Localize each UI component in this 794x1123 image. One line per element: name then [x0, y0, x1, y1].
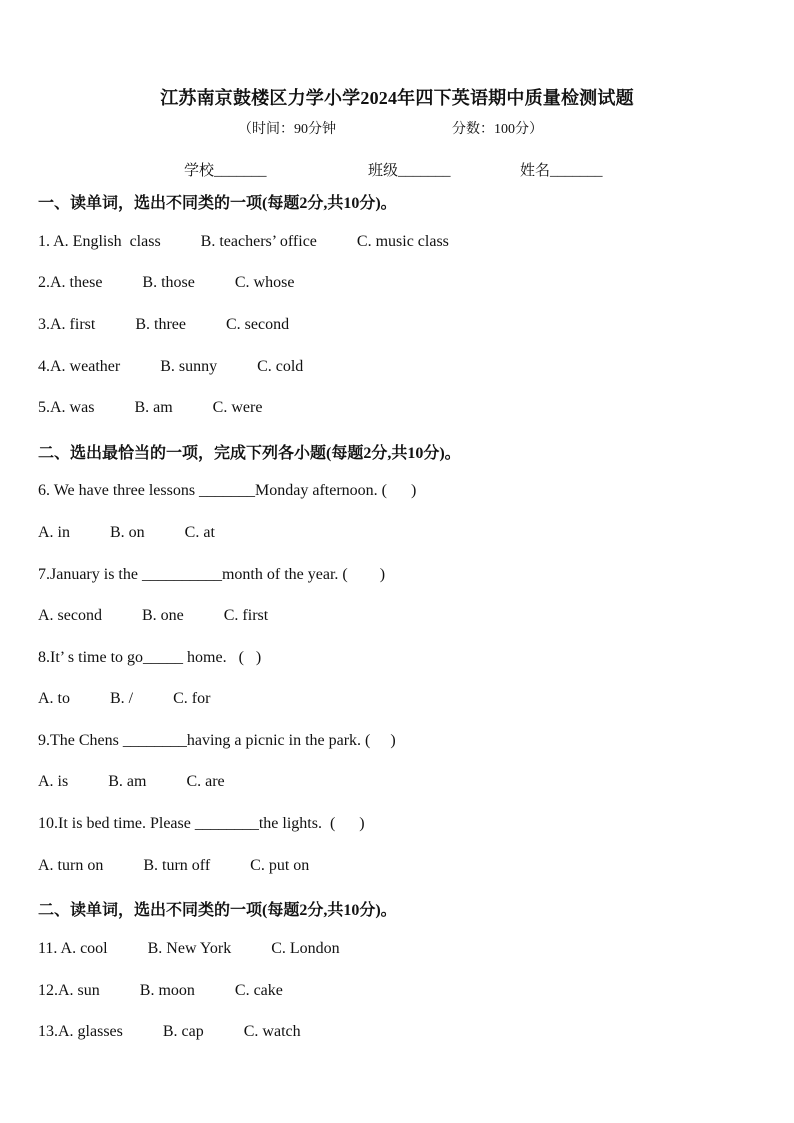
question-7: 7.January is the __________month of the year. ( ): [38, 566, 386, 583]
question-5: 5.A. was B. am C. were: [38, 399, 263, 416]
question-13: 13.A. glasses B. cap C. watch: [38, 1023, 301, 1040]
question-3: 3.A. first B. three C. second: [38, 316, 290, 333]
question-4: 4.A. weather B. sunny C. cold: [38, 358, 304, 375]
question-9-options: A. is B. am C. are: [38, 773, 225, 790]
exam-score: 分数：100分）: [452, 122, 543, 137]
section-heading-3: 二、读单词，选出不同类的一项(每题2分,共10分)。: [38, 902, 397, 919]
name-field: 姓名_______: [520, 163, 603, 179]
question-11: 11. A. cool B. New York C. London: [38, 940, 340, 957]
question-6-options: A. in B. on C. at: [38, 524, 215, 541]
class-field: 班级_______: [368, 163, 451, 179]
exam-time: （时间：90分钟: [238, 122, 336, 137]
question-12: 12.A. sun B. moon C. cake: [38, 982, 283, 999]
section-heading-2: 二、选出最恰当的一项，完成下列各小题(每题2分,共10分)。: [38, 445, 461, 462]
school-field: 学校_______: [184, 163, 267, 179]
question-1: 1. A. English class B. teachers’ office C. music class: [38, 233, 449, 250]
question-10-options: A. turn on B. turn off C. put on: [38, 857, 310, 874]
question-2: 2.A. these B. those C. whose: [38, 274, 295, 291]
question-8-options: A. to B. / C. for: [38, 690, 211, 707]
question-10: 10.It is bed time. Please ________the lights. ( ): [38, 815, 365, 832]
section-heading-1: 一、读单词，选出不同类的一项(每题2分,共10分)。: [38, 195, 397, 212]
question-7-options: A. second B. one C. first: [38, 607, 269, 624]
question-8: 8.It’ s time to go_____ home. ( ): [38, 649, 262, 666]
question-9: 9.The Chens ________having a picnic in the park. ( ): [38, 732, 396, 749]
question-6: 6. We have three lessons _______Monday afternoon. ( ): [38, 482, 417, 499]
page-title: 江苏南京鼓楼区力学小学2024年四下英语期中质量检测试题: [160, 88, 634, 108]
